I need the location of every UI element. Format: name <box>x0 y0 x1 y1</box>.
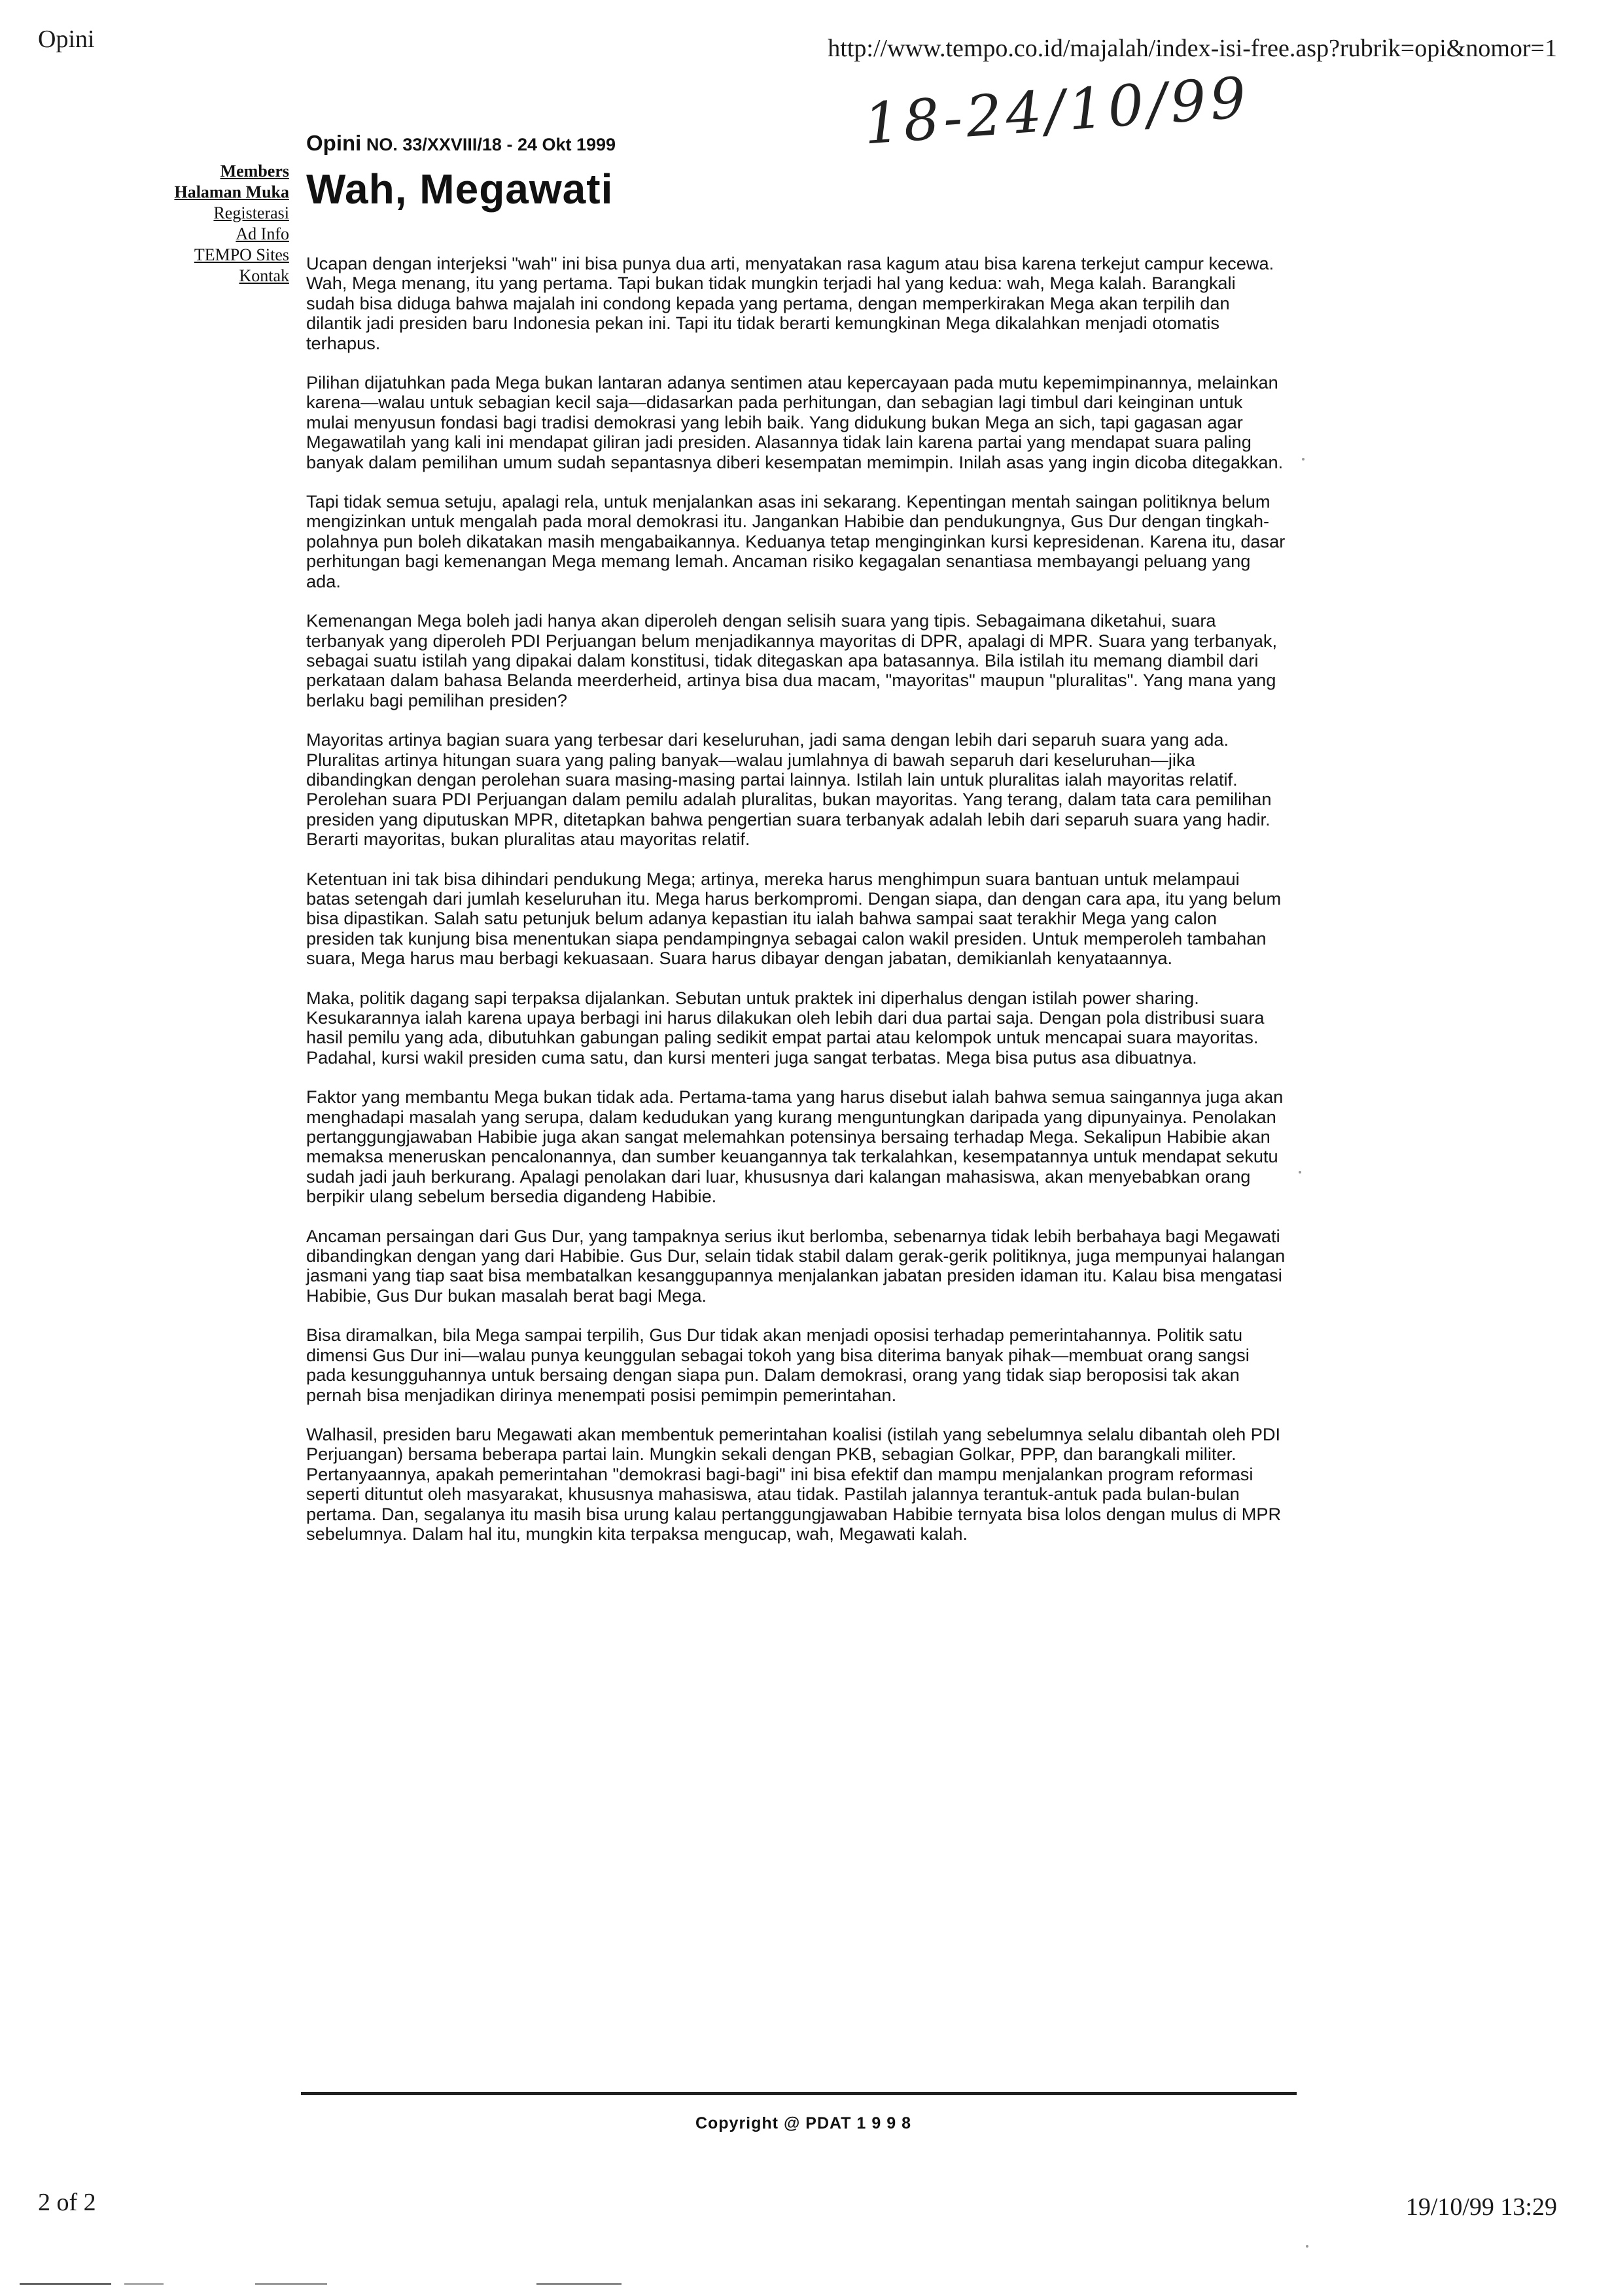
side-nav <box>111 161 289 287</box>
issue-line <box>306 131 616 156</box>
scan-artifact <box>255 2283 327 2285</box>
article-paragraph: Ucapan dengan interjeksi "wah" ini bisa punya dua arti, menyatakan rasa kagum atau bisa karena terkejut campur kecewa. Wah, Mega menang, itu yang pertama. Tapi bukan tidak mungkin terjadi hal yang kedua: wah, Mega kalah. Barangkali sudah bisa diduga bahwa majalah ini condong kepada yang pertama, dengan memperkirakan Mega akan terpilih dan dilantik jadi presiden baru Indonesia pekan ini. Tapi itu tidak berarti kemungkinan Mega dikalahkan menjadi otomatis terhapus. <box>306 253 1274 353</box>
print-header-section: Opini <box>38 26 95 53</box>
scan-speck <box>1302 458 1305 461</box>
article-body <box>306 254 1288 1544</box>
copyright-prefix: Copyright @ PDAT <box>695 2114 852 2132</box>
scan-artifact <box>124 2283 164 2285</box>
issue-label: Opini <box>306 131 362 155</box>
nav-link-registerasi[interactable]: Registerasi <box>213 203 289 222</box>
article-paragraph: Mayoritas artinya bagian suara yang terbesar dari keseluruhan, jadi sama dengan lebih dari separuh suara yang ada. Pluralitas artinya hitungan suara yang paling banyak—walau jumlahnya di bawah separuh dari keseluruhan—jika dibandingkan dengan perolehan suara masing-masing partai lainnya. Istilah lain untuk pluralitas ialah mayoritas relatif. Perolehan suara PDI Perjuangan dalam pemilu adalah pluralitas, bukan mayoritas. Yang terang, dalam tata cara pemilihan presiden yang diputuskan MPR, ditetapkan bahwa pengertian suara terbanyak adalah lebih dari separuh suara yang hadir. Berarti mayoritas, bukan pluralitas atau mayoritas relatif. <box>306 729 1272 850</box>
article-paragraph: Maka, politik dagang sapi terpaksa dijalankan. Sebutan untuk praktek ini diperhalus dengan istilah power sharing. Kesukarannya ialah karena upaya berbagi ini harus dilakukan oleh lebih dari dua partai saja. Dengan pola distribusi suara hasil pemilu yang ada, dibutuhkan gabungan paling sedikit empat partai atau kelompok untuk mencapai suara mayoritas. Padahal, kursi wakil presiden cuma satu, dan kursi menteri juga sangat terbatas. Mega bisa putus asa dibuatnya. <box>306 987 1265 1068</box>
nav-link-kontak[interactable]: Kontak <box>239 266 289 285</box>
article-paragraph: Bisa diramalkan, bila Mega sampai terpilih, Gus Dur tidak akan menjadi oposisi terhadap pemerintahannya. Politik satu dimensi Gus Dur ini—walau punya keunggulan sebagai tokoh yang bisa diterima banyak pihak—membuat orang sangsi pada kesungguhannya untuk bersaing dengan siapa pun. Dalam demokrasi, orang yang tidak siap beroposisi tak akan pernah bisa menjadikan dirinya menempati posisi pemimpin pemerintahan. <box>306 1325 1250 1405</box>
copyright-notice <box>0 2114 1612 2133</box>
article-paragraph: Kemenangan Mega boleh jadi hanya akan diperoleh dengan selisih suara yang tipis. Sebagaimana diketahui, suara terbanyak yang diperoleh PDI Perjuangan belum menjadikannya mayoritas di DPR, apalagi di MPR. Suara yang terbanyak, sebagai suatu istilah yang dipakai dalam konstitusi, tidak ditegaskan apa batasannya. Bila istilah itu memang diambil dari perkataan dalam bahasa Belanda meerderheid, artinya bisa dua macam, "mayoritas" maupun "pluralitas". Yang mana yang berlaku bagi pemilihan presiden? <box>306 610 1278 710</box>
scan-artifact <box>20 2283 111 2285</box>
footer-divider <box>301 2092 1297 2095</box>
copyright-year: 1998 <box>856 2114 917 2132</box>
article-paragraph: Faktor yang membantu Mega bukan tidak ada. Pertama-tama yang harus disebut ialah bahwa semua saingannya juga akan menghadapi masalah yang serupa, dalam kedudukan yang kurang menguntungkan daripada yang dipunyainya. Penolakan pertanggungjawaban Habibie juga akan sangat melemahkan potensinya bersaing terhadap Mega. Sekalipun Habibie akan memaksa meneruskan pencalonannya, dan sumber keuangannya tak terkalahkan, kesempatannya untuk mendapat sekutu sudah jadi jauh berkurang. Apalagi penolakan dari luar, khususnya dari kalangan mahasiswa, akan menyebabkan orang berpikir ulang sebelum bersedia digandeng Habibie. <box>306 1087 1284 1207</box>
issue-number: NO. 33/XXVIII/18 - 24 Okt 1999 <box>366 135 616 154</box>
article-title: Wah, Megawati <box>306 165 614 213</box>
scan-speck <box>1299 1171 1301 1174</box>
article-paragraph: Ketentuan ini tak bisa dihindari pendukung Mega; artinya, mereka harus menghimpun suara bantuan untuk melampaui batas setengah dari jumlah keseluruhan itu. Mega harus berkompromi. Dengan siapa, dan dengan cara apa, itu yang belum bisa dipastikan. Salah satu petunjuk belum adanya kepastian itu ialah bahwa sampai saat terakhir Mega yang calon presiden tak kunjung bisa menentukan siapa pendampingnya sebagai calon wakil presiden. Untuk memperoleh tambahan suara, Mega harus mau berbagi kekuasaan. Suara harus dibayar dengan jabatan, demikianlah kenyataannya. <box>306 868 1282 969</box>
nav-link-tempo-sites[interactable]: TEMPO Sites <box>194 245 289 264</box>
scan-artifact <box>536 2283 622 2285</box>
print-footer-datetime: 19/10/99 13:29 <box>1405 2193 1557 2221</box>
nav-link-members[interactable]: Members <box>220 162 289 181</box>
print-footer-page: 2 of 2 <box>38 2189 96 2216</box>
article-paragraph: Tapi tidak semua setuju, apalagi rela, untuk menjalankan asas ini sekarang. Kepentingan mentah saingan politiknya belum mengizinkan untuk mengalah pada moral demokrasi itu. Jangankan Habibie dan pendukungnya, Gus Dur dengan tingkah-polahnya pun boleh dikatakan masih mengabaikannya. Keduanya tetap menginginkan kursi kepresidenan. Karena itu, dasar perhitungan bagi kemenangan Mega memang lemah. Ancaman risiko kegagalan senantiasa membayangi peluang yang ada. <box>306 491 1286 591</box>
article-paragraph: Walhasil, presiden baru Megawati akan membentuk pemerintahan koalisi (istilah yang sebelumnya selalu dibantah oleh PDI Perjuangan) bersama beberapa partai lain. Mungkin sekali dengan PKB, sebagian Golkar, PPP, dan barangkali militer. Pertanyaannya, apakah pemerintahan "demokrasi bagi-bagi" ini bisa efektif dan mampu menjalankan program reformasi seperti dituntut oleh masyarakat, khususnya mahasiswa, atau tidak. Pastilah jalannya terantuk-antuk pada bulan-bulan pertama. Dan, segalanya itu masih bisa urung kalau pertanggungjawaban Habibie ternyata bisa lolos dengan mulus di MPR sebelumnya. Dalam hal itu, mungkin kita terpaksa mengucap, wah, Megawati kalah. <box>306 1423 1282 1544</box>
nav-link-halaman-muka[interactable]: Halaman Muka <box>174 183 289 201</box>
scan-speck <box>1306 2245 1308 2248</box>
print-header-url: http://www.tempo.co.id/majalah/index-isi-free.asp?rubrik=opi&nomor=1 <box>828 35 1557 62</box>
article-paragraph: Pilihan dijatuhkan pada Mega bukan lantaran adanya sentimen atau kepercayaan pada mutu kepemimpinannya, melainkan karena—walau untuk sebagian kecil saja—didasarkan pada perhitungan, dan sebagian lagi timbul dari keinginan untuk mulai menyusun fondasi bagi tradisi demokrasi yang lebih baik. Yang didukung bukan Mega an sich, tapi gagasan agar Megawatilah yang kali ini mendapat giliran jadi presiden. Alasannya tidak lain karena partai yang mendapat suara paling banyak dalam pemilihan umum sudah sepantasnya diberi kesempatan memimpin. Inilah asas yang ingin dicoba ditegakkan. <box>306 372 1284 472</box>
article-paragraph: Ancaman persaingan dari Gus Dur, yang tampaknya serius ikut berlomba, sebenarnya tidak lebih berbahaya bagi Megawati dibandingkan dengan yang dari Habibie. Gus Dur, selain tidak stabil dalam gerak-gerik politiknya, juga mempunyai halangan jasmani yang tiap saat bisa membatalkan kesanggupannya menjalankan jabatan presiden idaman itu. Kalau bisa mengatasi Habibie, Gus Dur bukan masalah berat bagi Mega. <box>306 1225 1286 1306</box>
handwritten-date: 18-24/10/99 <box>862 65 1252 158</box>
nav-link-ad-info[interactable]: Ad Info <box>236 224 289 243</box>
